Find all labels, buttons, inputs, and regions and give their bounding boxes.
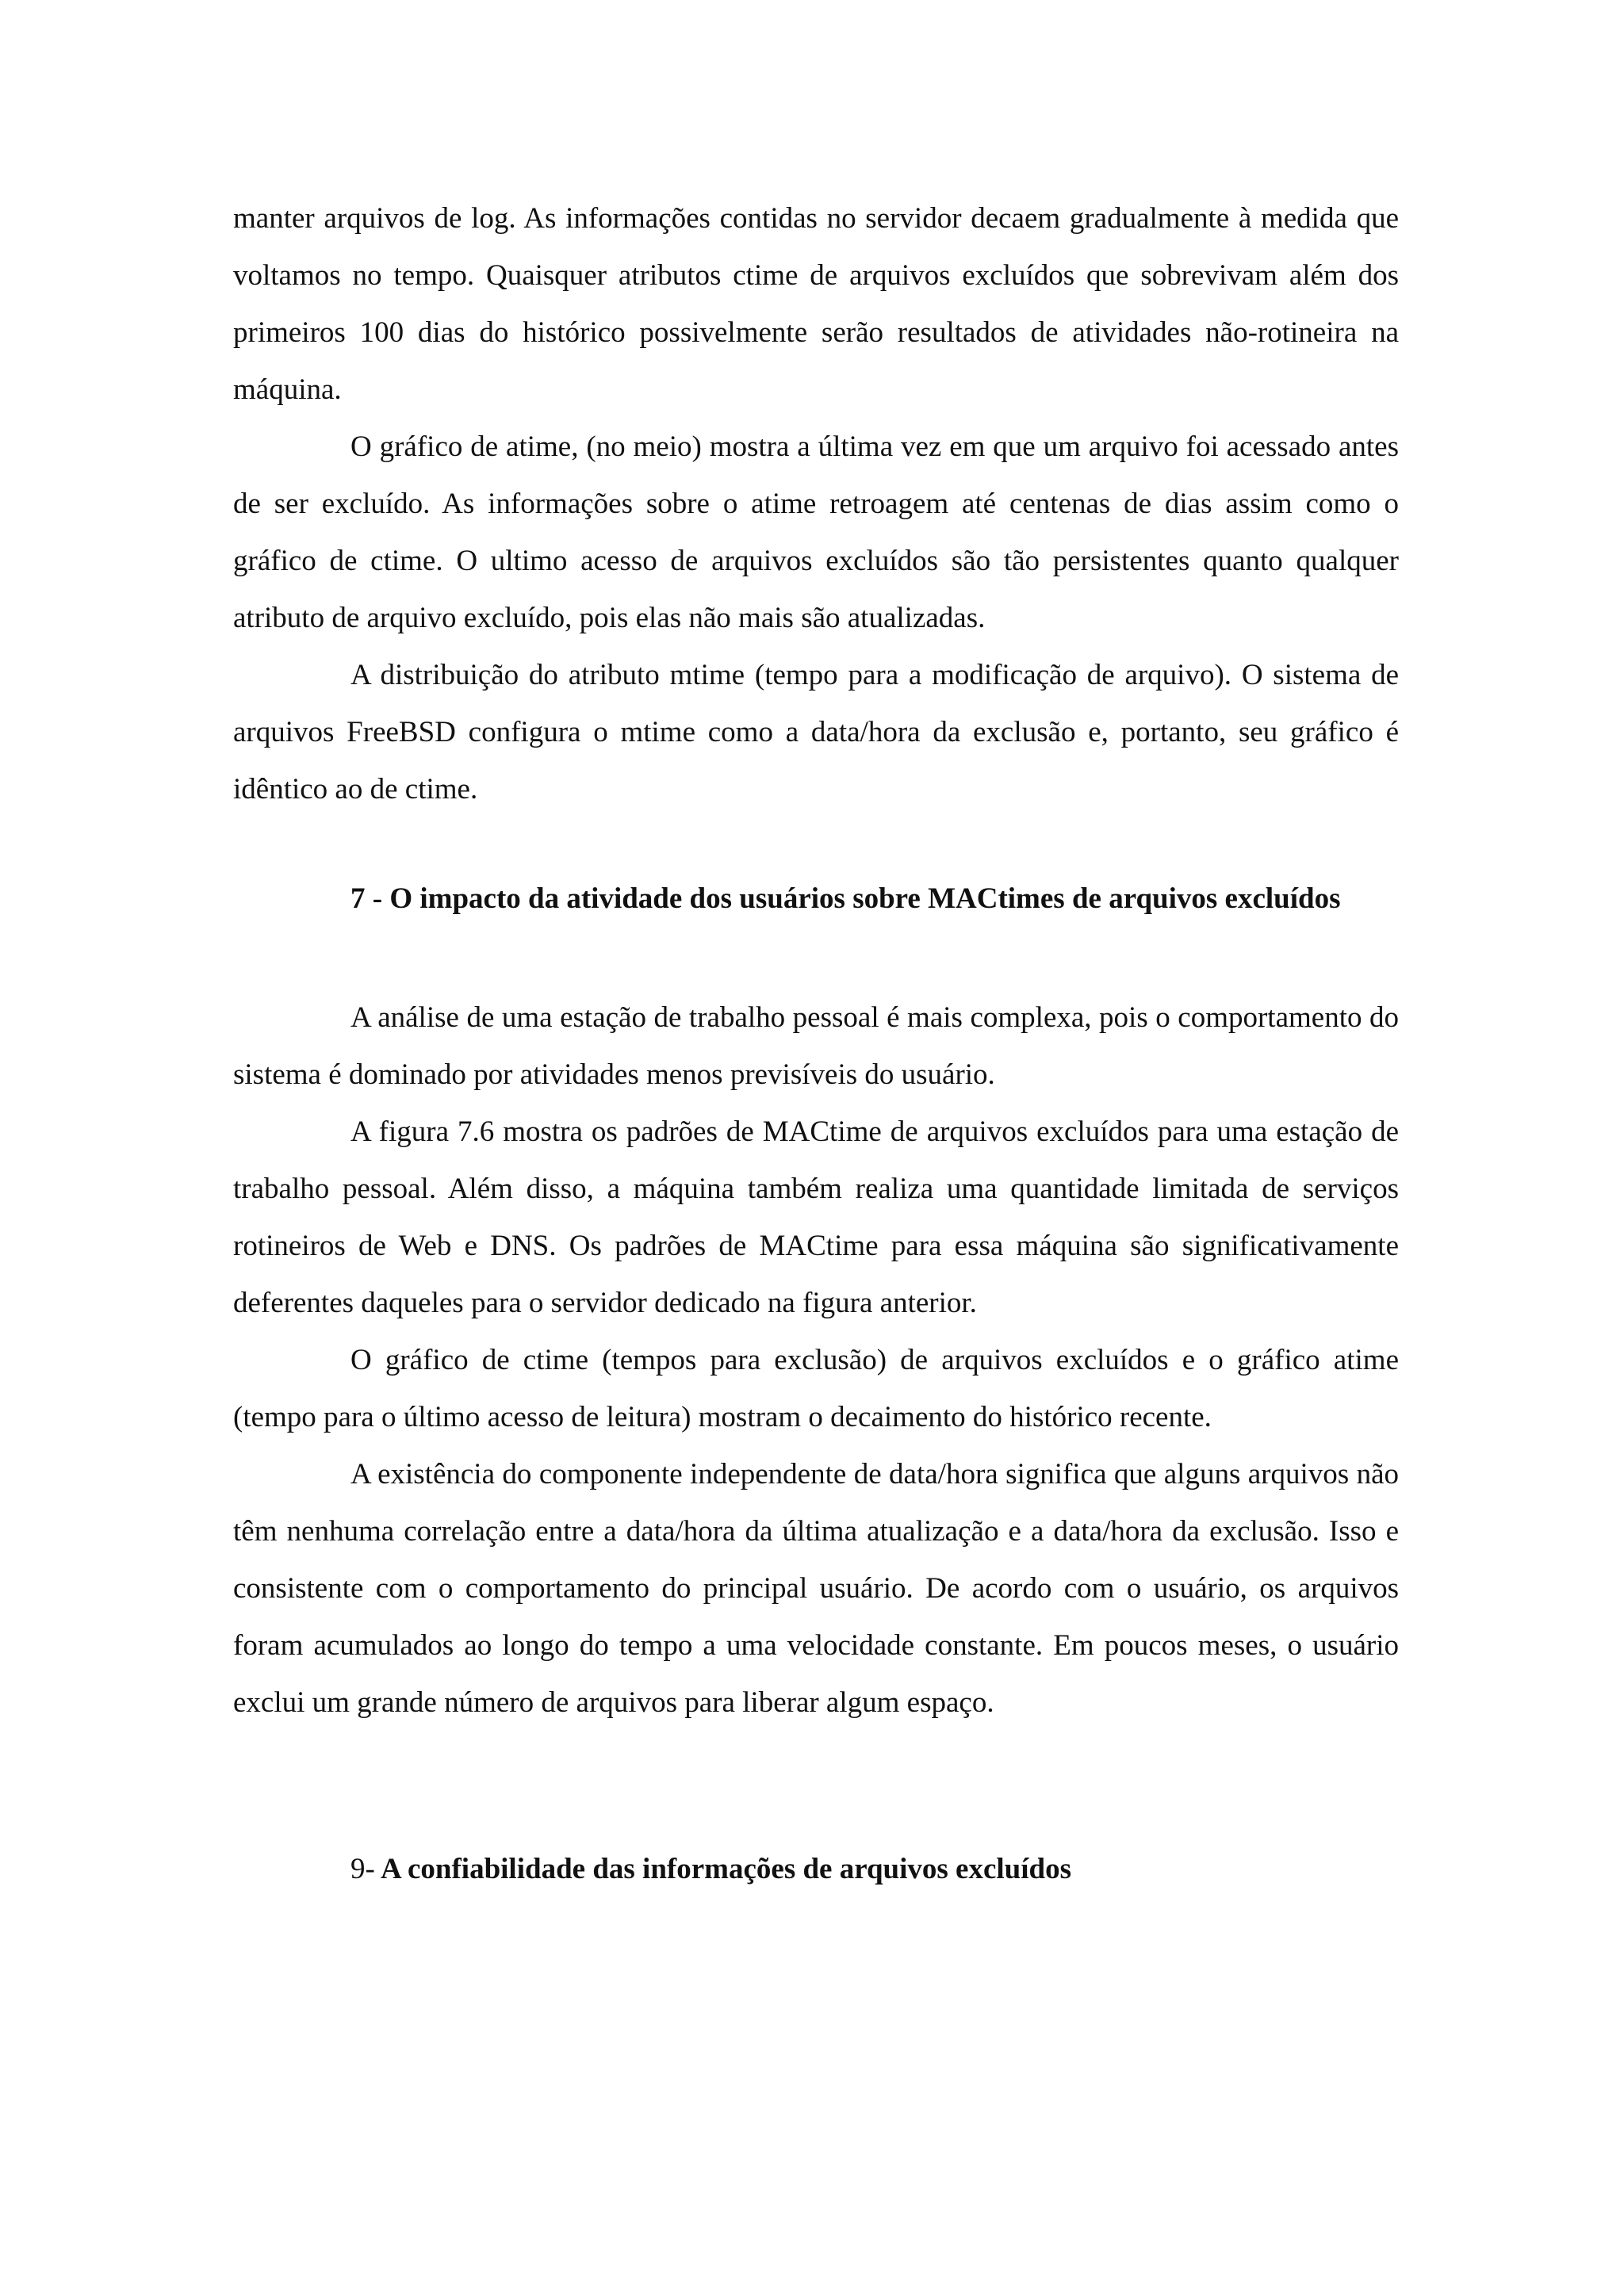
spacer xyxy=(233,1732,1399,1841)
paragraph-atime-graph: O gráfico de atime, (no meio) mostra a última vez em que um arquivo foi acessado antes de ser excluído. As informações sobre o atime retroagem até centenas de dias assim como o gráfico de ctime. O ultimo acesso de arquivos excluídos são tão persistentes quanto qualquer atributo de arquivo excluído, pois elas não mais são atualizadas. xyxy=(233,430,1399,634)
paragraph-mtime-distribution: A distribuição do atributo mtime (tempo para a modificação de arquivo). O sistema de arquivos FreeBSD configura o mtime como a data/hora da exclusão e, portanto, seu gráfico é idêntico ao de ctime. xyxy=(233,659,1399,806)
spacer xyxy=(233,818,1399,871)
document-body xyxy=(233,190,1399,1898)
paragraph-workstation-analysis: A análise de uma estação de trabalho pessoal é mais complexa, pois o comportamento do sistema é dominado por atividades menos previsíveis do usuário. xyxy=(233,1001,1399,1091)
paragraph-log-decay: manter arquivos de log. As informações contidas no servidor decaem gradualmente à medida que voltamos no tempo. Quaisquer atributos ctime de arquivos excluídos que sobrevivam além dos primeiros 100 dias do histórico possivelmente serão resultados de atividades não-rotineira na máquina. xyxy=(233,202,1399,406)
paragraph-ctime-atime-decay: O gráfico de ctime (tempos para exclusão) de arquivos excluídos e o gráfico atime (tempo para o último acesso de leitura) mostram o decaimento do histórico recente. xyxy=(233,1344,1399,1433)
section-9-number: 9- xyxy=(350,1853,375,1885)
section-7-heading: 7 - O impacto da atividade dos usuários sobre MACtimes de arquivos excluídos xyxy=(350,882,1341,915)
section-9-heading xyxy=(233,1841,1399,1898)
paragraph-figure-7-6: A figura 7.6 mostra os padrões de MACtime de arquivos excluídos para uma estação de trabalho pessoal. Além disso, a máquina também realiza uma quantidade limitada de serviços rotineiros de Web e DNS. Os padrões de MACtime para essa máquina são significativamente deferentes daqueles para o servidor dedicado na figura anterior. xyxy=(233,1115,1399,1319)
spacer xyxy=(233,928,1399,989)
paragraph-independent-component: A existência do componente independente de data/hora significa que alguns arquivos não têm nenhuma correlação entre a data/hora da última atualização e a data/hora da exclusão. Isso e consistente com o comportamento do principal usuário. De acordo com o usuário, os arquivos foram acumulados ao longo do tempo a uma velocidade constante. Em poucos meses, o usuário exclui um grande número de arquivos para liberar algum espaço. xyxy=(233,1458,1399,1719)
section-9-title: A confiabilidade das informações de arquivos excluídos xyxy=(381,1853,1072,1885)
